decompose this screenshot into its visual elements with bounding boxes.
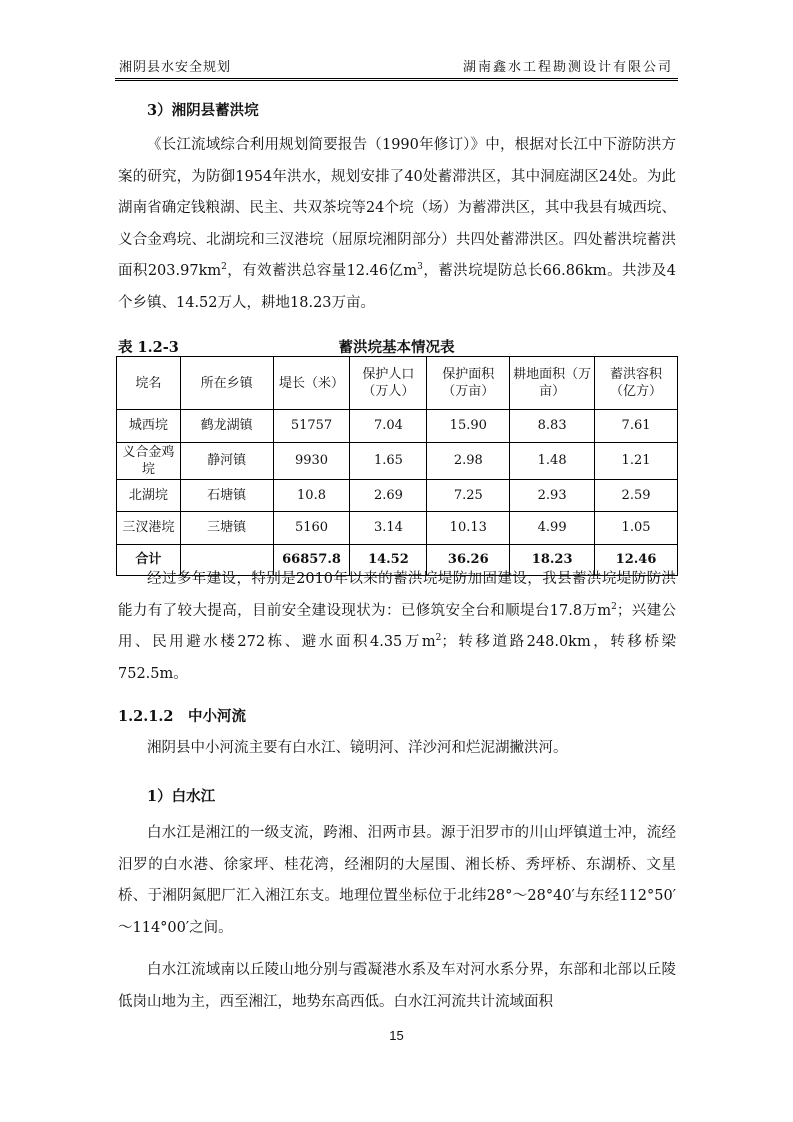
table-cell: 15.90 (427, 410, 510, 443)
table-cell: 10.8 (273, 479, 350, 512)
table-cell: 2.59 (595, 479, 678, 512)
superscript: 2 (221, 262, 227, 273)
flood-storage-table (116, 356, 678, 576)
paragraph-text: 经过多年建设，特别是2010年以来的蓄洪垸堤防加固建设，我县蓄洪垸堤防防洪能力有了较大提高，目前安全建设现状为：已修筑安全台和顺堤台17.8万m (118, 571, 676, 619)
section-heading-flood-storage: 3）湘阴县蓄洪垸 (147, 102, 259, 119)
table-cell: 2.69 (350, 479, 427, 512)
paragraph-text: 白水江流域南以丘陵山地分别与霞凝港水系及车对河水系分界，东部和北部以丘陵低岗山地为主，西至湘江，地势东高西低。白水江河流共计流域面积 (118, 962, 676, 1010)
table-cell: 三汊港垸 (117, 512, 181, 545)
paragraph-text: ，蓄洪垸堤防总长66.86km。共涉及4个乡镇、14.52万人，耕地18.23万亩。 (118, 263, 676, 311)
section-heading-small-rivers: 1.2.1.2 中小河流 (118, 708, 247, 725)
table-title: 蓄洪垸基本情况表 (338, 339, 455, 356)
table-header-cell: 所在乡镇 (180, 357, 273, 410)
table-header-cell: 垸名 (117, 357, 181, 410)
table-cell: 义合金鸡垸 (117, 442, 181, 479)
table-cell: 5160 (273, 512, 350, 545)
paragraph-text: 白水江是湘江的一级支流，跨湘、汨两市县。源于汨罗市的川山坪镇道士冲，流经汨罗的白水港、徐家坪、桂花湾，经湘阴的大屋围、湘长桥、秀坪桥、东湖桥、文星桥、于湘阴氮肥厂汇入湘江东支。地理位置坐标位于北纬28°～28°40′与东经112°50′～114°00′之间。 (118, 825, 676, 936)
header-rule-secondary (115, 80, 678, 81)
table-row (117, 512, 678, 545)
table-header-cell: 耕地面积（万亩） (510, 357, 595, 410)
table-cell: 鹤龙湖镇 (180, 410, 273, 443)
header-rule (115, 78, 678, 79)
table-header-cell: 保护人口（万人） (350, 357, 427, 410)
paragraph-text: 《长江流域综合利用规划简要报告（1990年修订）》中，根据对长江中下游防洪方案的研究，为防御1954年洪水，规划安排了40处蓄滞洪区，其中洞庭湖区24处。为此湖南省确定钱粮湖、民主、共双茶垸等24个垸（场）为蓄滞洪区，其中我县有城西垸、义合金鸡垸、北湖垸和三汊港垸（屈原垸湘阴部分）共四处蓄滞洪区。四处蓄洪垸蓄洪面积203.97km (118, 137, 676, 279)
table-row (117, 479, 678, 512)
table-cell: 9930 (273, 442, 350, 479)
table-cell: 18.23 (510, 544, 595, 575)
table-number: 表 1.2-3 (118, 339, 179, 356)
paragraph-flood-storage-intro (118, 130, 676, 319)
superscript: 2 (611, 601, 617, 612)
table-cell: 三塘镇 (180, 512, 273, 545)
table-header-cell: 保护面积（万亩） (427, 357, 510, 410)
table-cell: 51757 (273, 410, 350, 443)
table-cell: 7.25 (427, 479, 510, 512)
page-number: 15 (389, 1028, 404, 1043)
table-cell: 1.65 (350, 442, 427, 479)
table-cell: 10.13 (427, 512, 510, 545)
table-cell: 12.46 (595, 544, 678, 575)
paragraph-small-rivers (118, 733, 676, 765)
paragraph-text: ，有效蓄洪总容量12.46亿m (226, 263, 418, 279)
table-cell: 1.48 (510, 442, 595, 479)
table-cell: 8.83 (510, 410, 595, 443)
paragraph-safety-construction (118, 564, 676, 690)
paragraph-text: 湘阴县中小河流主要有白水江、镜明河、洋沙河和烂泥湖撇洪河。 (147, 740, 568, 756)
table-cell: 36.26 (427, 544, 510, 575)
table-cell: 3.14 (350, 512, 427, 545)
table-cell: 2.93 (510, 479, 595, 512)
table-cell: 合计 (117, 544, 181, 575)
table-header-cell: 蓄洪容积（亿方） (595, 357, 678, 410)
header-left-title: 湘阴县水安全规划 (119, 60, 232, 75)
table-cell: 7.04 (350, 410, 427, 443)
table-cell: 2.98 (427, 442, 510, 479)
superscript: 2 (435, 633, 442, 644)
table-header-cell: 堤长（米） (273, 357, 350, 410)
table-cell: 石塘镇 (180, 479, 273, 512)
table-cell: 1.05 (595, 512, 678, 545)
table-header-row (117, 357, 678, 410)
table-cell: 静河镇 (180, 442, 273, 479)
section-heading-baishui-river: 1）白水江 (147, 788, 216, 805)
table-cell: 7.61 (595, 410, 678, 443)
table-cell: 66857.8 (273, 544, 350, 575)
table-row (117, 410, 678, 443)
header-right-company: 湖南鑫水工程勘测设计有限公司 (462, 60, 673, 75)
paragraph-baishui-river (118, 818, 676, 1018)
table-cell: 14.52 (350, 544, 427, 575)
table-row (117, 442, 678, 479)
table-cell: 1.21 (595, 442, 678, 479)
paragraph-text: ；兴建公用、民用避水楼272栋、避水面积4.35万m (118, 602, 676, 650)
table-cell: 城西垸 (117, 410, 181, 443)
table-cell: 4.99 (510, 512, 595, 545)
superscript: 3 (417, 262, 423, 273)
paragraph-text: ；转移道路248.0km，转移桥梁752.5m。 (118, 634, 676, 682)
table-cell: 北湖垸 (117, 479, 181, 512)
